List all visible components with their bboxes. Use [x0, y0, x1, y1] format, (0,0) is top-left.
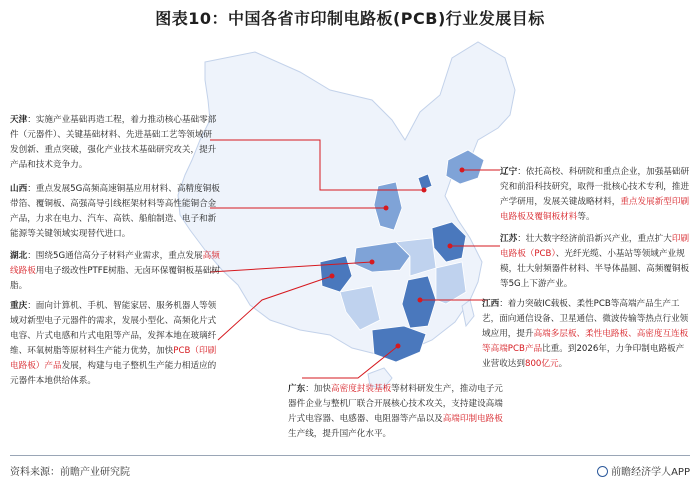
- region-text: 等。: [577, 212, 595, 222]
- region-name: 辽宁: [500, 167, 518, 177]
- region-name: 山西: [10, 184, 28, 194]
- note-shanxi: [10, 182, 222, 242]
- region-text: ：围绕5G通信高分子材料产业需求，重点发展: [27, 251, 203, 261]
- dot-chongqing: [330, 274, 335, 279]
- chart-title: 图表10：中国各省市印制电路板(PCB)行业发展目标: [155, 9, 545, 28]
- region-text: ：实施产业基础再造工程，着力推动核心基础零部件（元器件）、关键基础材料、先进基础工艺等领域研发创新、重点突破，强化产业技术基础研究攻关，提升产品和技术竞争力。: [10, 115, 217, 170]
- note-guangdong: [288, 382, 506, 442]
- highlight-text: 高端印制电路板: [442, 414, 503, 424]
- region-text: 、光纤光缆、小基站等领域产业规模，壮大射频器件材料、半导体晶圆、高频覆铜板等5G上下游产业。: [500, 249, 690, 289]
- highlight-text: 印刷电路板（PCB）: [500, 234, 690, 259]
- source-note: 资料来源：前瞻产业研究院: [10, 467, 130, 478]
- note-tianjin: [10, 113, 218, 173]
- dot-tianjin: [422, 188, 427, 193]
- region-text: 等材料研发生产，推动电子元器件企业与整机厂联合开展核心技术攻关，支持建设高端片式电容器、电感器、电阻器等产品以及: [288, 384, 503, 424]
- region-name: 湖北: [10, 251, 28, 261]
- region-text: 用电子级改性PTFE树脂、无卤环保覆铜板基础树脂。: [10, 266, 220, 291]
- highlight-value: 800亿元: [524, 359, 559, 369]
- note-liaoning: [500, 165, 692, 225]
- region-text: ：壮大数字经济前沿新兴产业，重点扩大: [517, 234, 672, 244]
- footer-divider: [10, 455, 690, 456]
- dot-jiangxi: [418, 298, 423, 303]
- dot-shanxi: [384, 206, 389, 211]
- region-text: ：重点发展5G高频高速铜基应用材料、高精度铜板带箔、覆铜板、高强高导引线框架材料等高性能铜合金产品，力求在电力、汽车、高铁、船舶制造、电子和新能源等关键领域实现替代进口。: [10, 184, 220, 239]
- highlight-text: 高端多层板、柔性电路板、高密度互连板等高端PCB产品: [482, 329, 689, 354]
- region-text: ：加快: [305, 384, 331, 394]
- note-jiangxi: [482, 297, 692, 372]
- region-name: 江西: [482, 299, 500, 309]
- note-jiangsu: [500, 232, 692, 292]
- brand-label: [597, 463, 690, 478]
- highlight-text: 重点发展新型印刷电路板及覆铜板材料: [500, 197, 690, 222]
- region-name: 江苏: [500, 234, 518, 244]
- region-name: 广东: [288, 384, 306, 394]
- highlight-text: 高密度封装基板: [331, 384, 392, 394]
- highlight-text: 高频线路板: [10, 251, 220, 276]
- region-text: 。: [558, 359, 568, 369]
- note-chongqing: [10, 299, 224, 389]
- dot-guangdong: [396, 344, 401, 349]
- region-text: 比重。到2026年，力争印制电路板产业营收达到: [482, 344, 685, 369]
- region-text: ：面向计算机、手机、智能家居、服务机器人等领域对新型电子元器件的需求，发展小型化、高频化片式电容、片式电感和片式电阻等产品，发挥本地在玻璃纤维、环氧树脂等原材料生产能力优势，加快: [10, 301, 217, 356]
- region-text: 发展，构建与电子整机生产能力相适应的元器件本地供给体系。: [10, 361, 217, 386]
- dot-hubei: [370, 260, 375, 265]
- brand-logo-icon: [597, 466, 608, 477]
- region-name: 重庆: [10, 301, 28, 311]
- dot-jiangsu: [448, 244, 453, 249]
- region-text: 生产线，提升国产化水平。: [288, 429, 392, 439]
- highlight-text: PCB（印刷电路板）产品: [10, 346, 217, 371]
- region-name: 天津: [10, 115, 28, 125]
- dot-liaoning: [460, 168, 465, 173]
- region-text: ：依托高校、科研院和重点企业，加强基础研究和前沿科技研究，取得一批核心技术专利，推进产学研用，发展关键战略材料，: [500, 167, 690, 207]
- note-hubei: [10, 249, 224, 294]
- region-text: ：着力突破IC载板、柔性PCB等高端产品生产工艺，面向通信设备、卫星通信、微波传输等热点行业领域应用，提升: [482, 299, 689, 339]
- brand-text: 前瞻经济学人APP: [611, 467, 690, 478]
